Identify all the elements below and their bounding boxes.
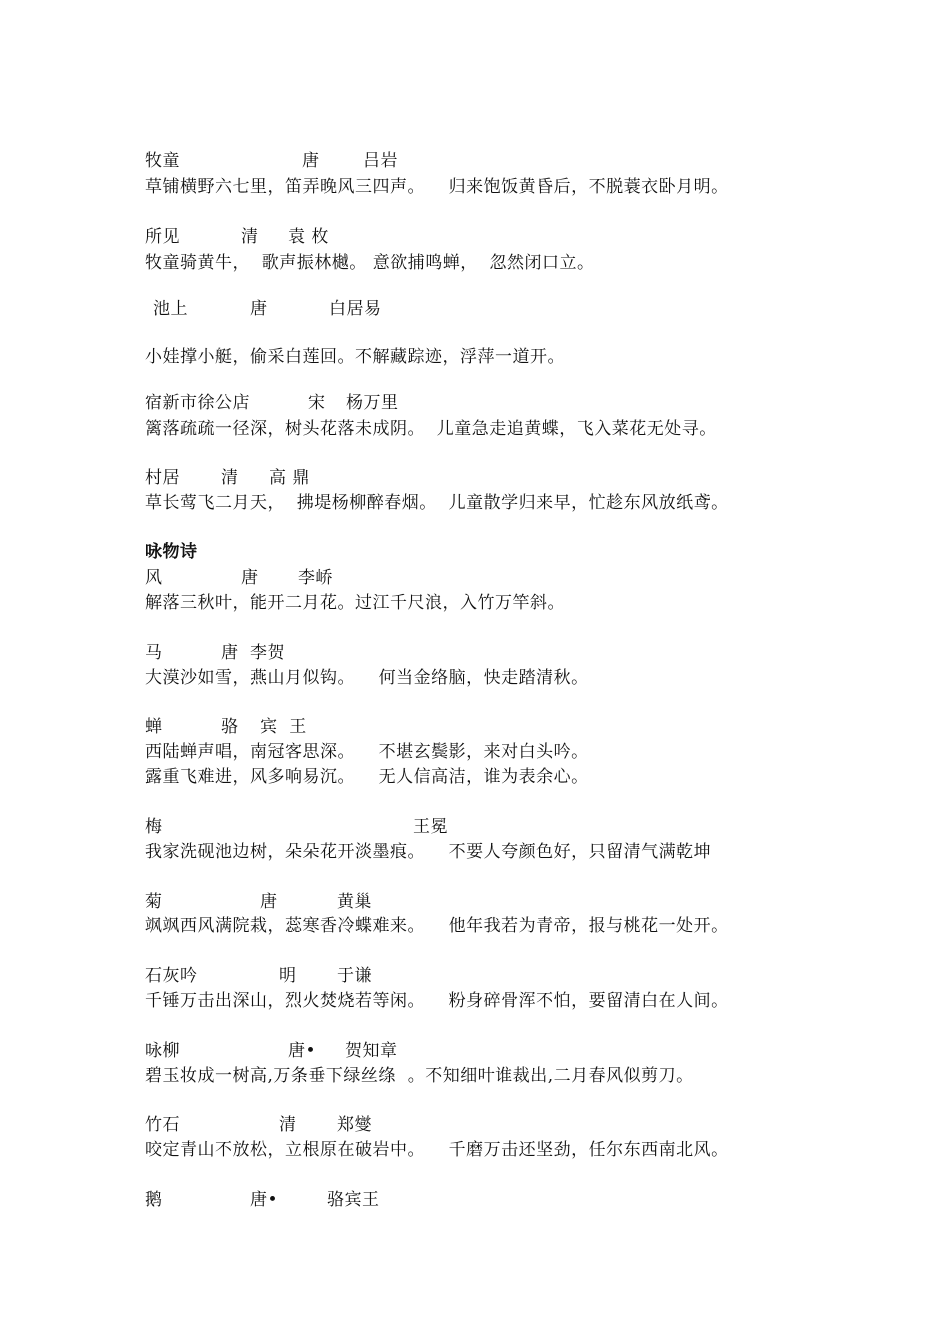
poem-title-row [145,224,845,250]
poem-author: 贺知章 [345,1041,398,1061]
poem-title: 菊 [145,892,163,912]
poem-dynasty: 宋 [308,393,326,413]
poem-title-row [145,714,845,740]
poem-title: 马 [145,643,163,663]
poem-dynasty: 骆 [221,717,239,737]
poem-title: 竹石 [145,1115,180,1135]
poem-title-row [145,148,845,174]
poem-line: 露重飞难进，风多响易沉。 无人信高洁，谁为表余心。 [145,767,589,787]
poem-dynasty: 唐 [260,892,278,912]
poem-title-row [145,963,845,989]
poem-title-row [145,390,845,416]
poem-dynasty: 清 [221,468,239,488]
poem-author: 宾 王 [260,717,307,737]
poem-author: 于谦 [337,966,372,986]
poem-dynasty: 明 [279,966,297,986]
poem-title: 蝉 [145,717,163,737]
poem-title: 石灰吟 [145,966,198,986]
poem-line: 千锤万击出深山，烈火焚烧若等闲。 粉身碎骨浑不怕，要留清白在人间。 [145,991,729,1011]
poem-title-row [145,640,845,666]
poem-title: 村居 [145,468,180,488]
poem-author: 高 鼎 [269,468,310,488]
poem-line: 我家洗砚池边树，朵朵花开淡墨痕。 不要人夸颜色好，只留清气满乾坤 [145,842,712,862]
poem-dynasty: 唐• [288,1041,317,1061]
poem-title: 梅 [145,817,163,837]
poem-line: 大漠沙如雪，燕山月似钩。 何当金络脑，快走踏清秋。 [145,668,589,688]
poem-line: 牧童骑黄牛， 歌声振林樾。 意欲捕鸣蝉， 忽然闭口立。 [145,253,595,273]
poem-dynasty: 唐 [221,643,239,663]
poem-author: 袁 枚 [288,227,329,247]
poem-line: 篱落疏疏一径深，树头花落未成阴。 儿童急走追黄蝶，飞入菜花无处寻。 [145,419,717,439]
poem-title-row [145,565,845,591]
poem-line: 西陆蝉声唱，南冠客思深。 不堪玄鬓影，来对白头吟。 [145,742,589,762]
poem-dynasty: 唐 [250,299,268,319]
poem-author: 骆宾王 [327,1190,380,1210]
poem-line: 小娃撑小艇，偷采白莲回。不解藏踪迹，浮萍一道开。 [145,347,565,367]
poem-title-row [145,889,845,915]
poem-line: 飒飒西风满院栽，蕊寒香冷蝶难来。 他年我若为青帝，报与桃花一处开。 [145,916,729,936]
poem-line: 咬定青山不放松，立根原在破岩中。 千磨万击还坚劲，任尔东西南北风。 [145,1140,729,1160]
poem-title-row [145,465,845,491]
poem-title: 鹅 [145,1190,163,1210]
poem-dynasty: 唐 [241,568,259,588]
poem-author: 白居易 [329,299,382,319]
poem-line: 解落三秋叶，能开二月花。过江千尺浪，入竹万竿斜。 [145,593,565,613]
poem-title: 所见 [145,227,180,247]
poem-title: 咏柳 [145,1041,180,1061]
poem-title: 风 [145,568,163,588]
poem-author: 杨万里 [346,393,399,413]
poem-title-row [145,296,845,322]
poem-title-row [145,1187,845,1213]
poem-author: 李贺 [250,643,285,663]
poem-title-row [145,1112,845,1138]
poem-title-row [145,814,845,840]
poem-title: 牧童 [145,151,180,171]
poem-author: 吕岩 [363,151,398,171]
section-heading: 咏物诗 [145,542,198,562]
poem-author: 黄巢 [337,892,372,912]
poem-title-row [145,1038,845,1064]
poem-title: 宿新市徐公店 [145,393,250,413]
poem-line: 草长莺飞二月天， 拂堤杨柳醉春烟。 儿童散学归来早，忙趁东风放纸鸢。 [145,493,729,513]
poem-line: 碧玉妆成一树高,万条垂下绿丝绦 。不知细叶谁裁出,二月春风似剪刀。 [145,1066,694,1086]
poem-dynasty: 唐• [250,1190,279,1210]
poem-author: 王冕 [413,817,448,837]
poem-line: 草铺横野六七里，笛弄晚风三四声。 归来饱饭黄昏后，不脱蓑衣卧月明。 [145,177,729,197]
poem-dynasty: 唐 [302,151,320,171]
poem-author: 郑燮 [337,1115,372,1135]
poem-dynasty: 清 [279,1115,297,1135]
poem-title: 池上 [153,299,188,319]
poem-author: 李峤 [298,568,333,588]
poem-dynasty: 清 [241,227,259,247]
